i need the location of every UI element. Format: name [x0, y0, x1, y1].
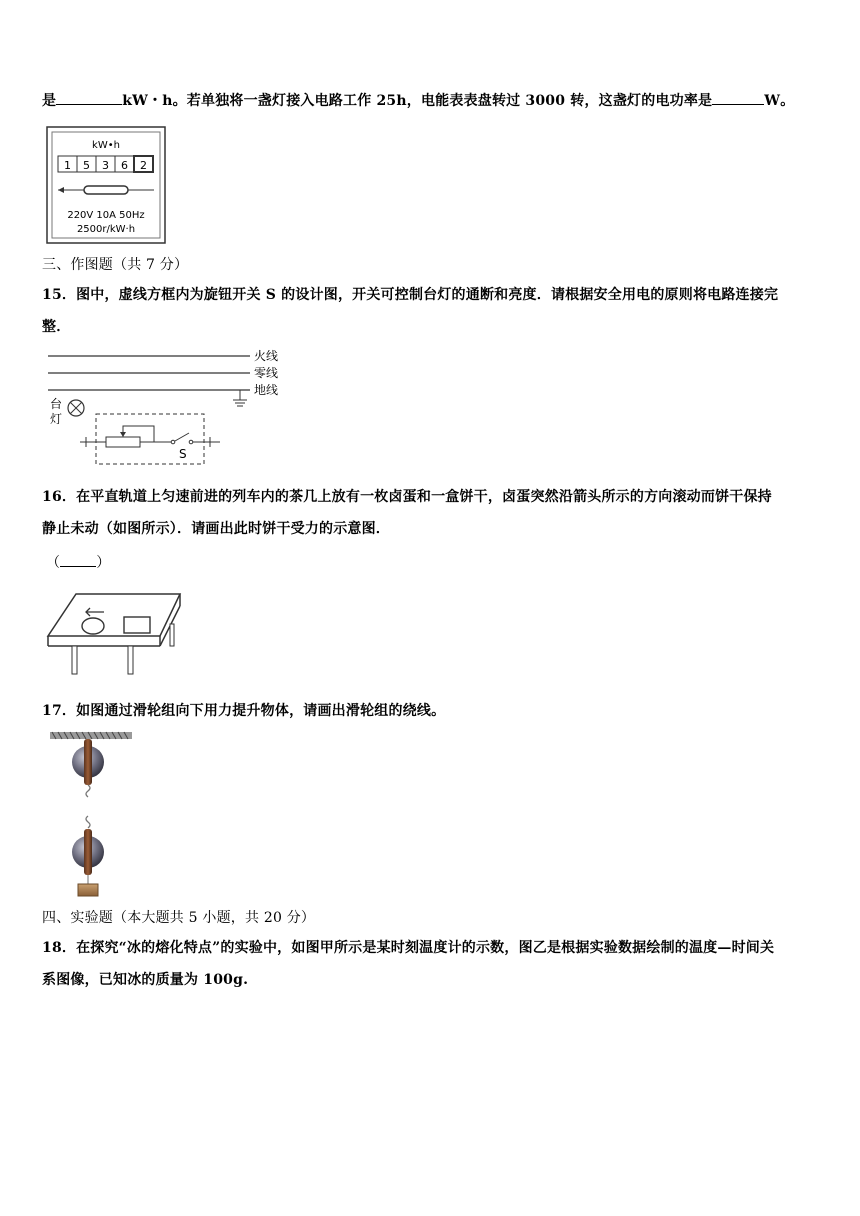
q16-text-line-2: 静止未动（如图所示）．请画出此时饼干受力的示意图．: [42, 521, 390, 537]
q18-text-line-1: 18．在探究“冰的熔化特点”的实验中，如图甲所示是某时刻温度计的示数，图乙是根据实验数据绘制的温度—时间关: [42, 940, 775, 956]
q16-answer-close: ）: [96, 555, 111, 571]
meter-unit-label: kW•h: [92, 140, 120, 151]
q14-tail-line: [42, 90, 794, 110]
q14-text-1: 是: [42, 93, 57, 109]
table-leg: [72, 646, 77, 674]
q14-blank-energy[interactable]: [56, 92, 122, 105]
meter-digit: 6: [121, 159, 128, 172]
meter-rate-label: 2500r/kW·h: [76, 224, 136, 235]
q16-answer-line: [46, 552, 110, 572]
ground-wire-label: 地线: [254, 383, 279, 397]
lamp-label-top: 台: [50, 397, 63, 411]
circuit-diagram: [44, 346, 294, 470]
q17-text-line: 17．如图通过滑轮组向下用力提升物体，请画出滑轮组的绕线。: [42, 703, 446, 719]
table-leg: [128, 646, 133, 674]
q14-text-3: W。: [764, 93, 795, 109]
tabletop: [48, 594, 180, 636]
meter-digit: 3: [102, 159, 109, 172]
switch-label: S: [179, 447, 187, 461]
lamp-label-bottom: 灯: [50, 412, 63, 426]
meter-digit: 1: [64, 159, 71, 172]
table-leg: [170, 624, 174, 646]
weight-block: [78, 884, 98, 896]
egg-shape: [82, 618, 104, 634]
q18-text-line-2: 系图像，已知冰的质量为 100g.: [42, 972, 249, 988]
q16-answer-open: （: [46, 555, 61, 571]
live-wire-label: 火线: [254, 349, 279, 363]
switch-symbol: [171, 433, 193, 444]
section-4-title: 四、实验题（本大题共 5 小题，共 20 分）: [42, 910, 316, 926]
q16-answer-blank[interactable]: [60, 554, 96, 567]
rheostat-symbol: [106, 437, 140, 447]
pulley-system-figure: [50, 730, 134, 898]
lamp-symbol: [68, 400, 84, 416]
q15-text-line-2: 整．: [42, 319, 71, 335]
meter-spec-label: 220V 10A 50Hz: [67, 210, 145, 221]
section-3-title: 三、作图题（共 7 分）: [42, 257, 189, 273]
meter-digit: 2: [140, 159, 147, 172]
neutral-wire-label: 零线: [254, 366, 279, 380]
meter-digit: 5: [83, 159, 90, 172]
q16-text-line-1: 16．在平直轨道上匀速前进的列车内的茶几上放有一枚卤蛋和一盒饼干，卤蛋突然沿箭头所示的方向滚动而饼干保持: [42, 489, 772, 505]
table-egg-biscuit-figure: [46, 590, 182, 678]
q14-text-2: kW・h。若单独将一盏灯接入电路工作 25h，电能表表盘转过 3000 转，这盏灯的电功率是: [122, 93, 713, 109]
movable-pulley: [72, 816, 104, 884]
switch-dashed-box: [96, 414, 204, 464]
q14-blank-power[interactable]: [712, 92, 764, 105]
q15-text-line-1: 15．图中，虚线方框内为旋钮开关 S 的设计图，开关可控制台灯的通断和亮度．请根据安全用电的原则将电路连接完: [42, 287, 779, 303]
biscuit-box-shape: [124, 617, 150, 633]
fixed-pulley: [72, 739, 104, 797]
electric-meter-figure: [46, 126, 166, 244]
ground-symbol: [233, 390, 247, 406]
